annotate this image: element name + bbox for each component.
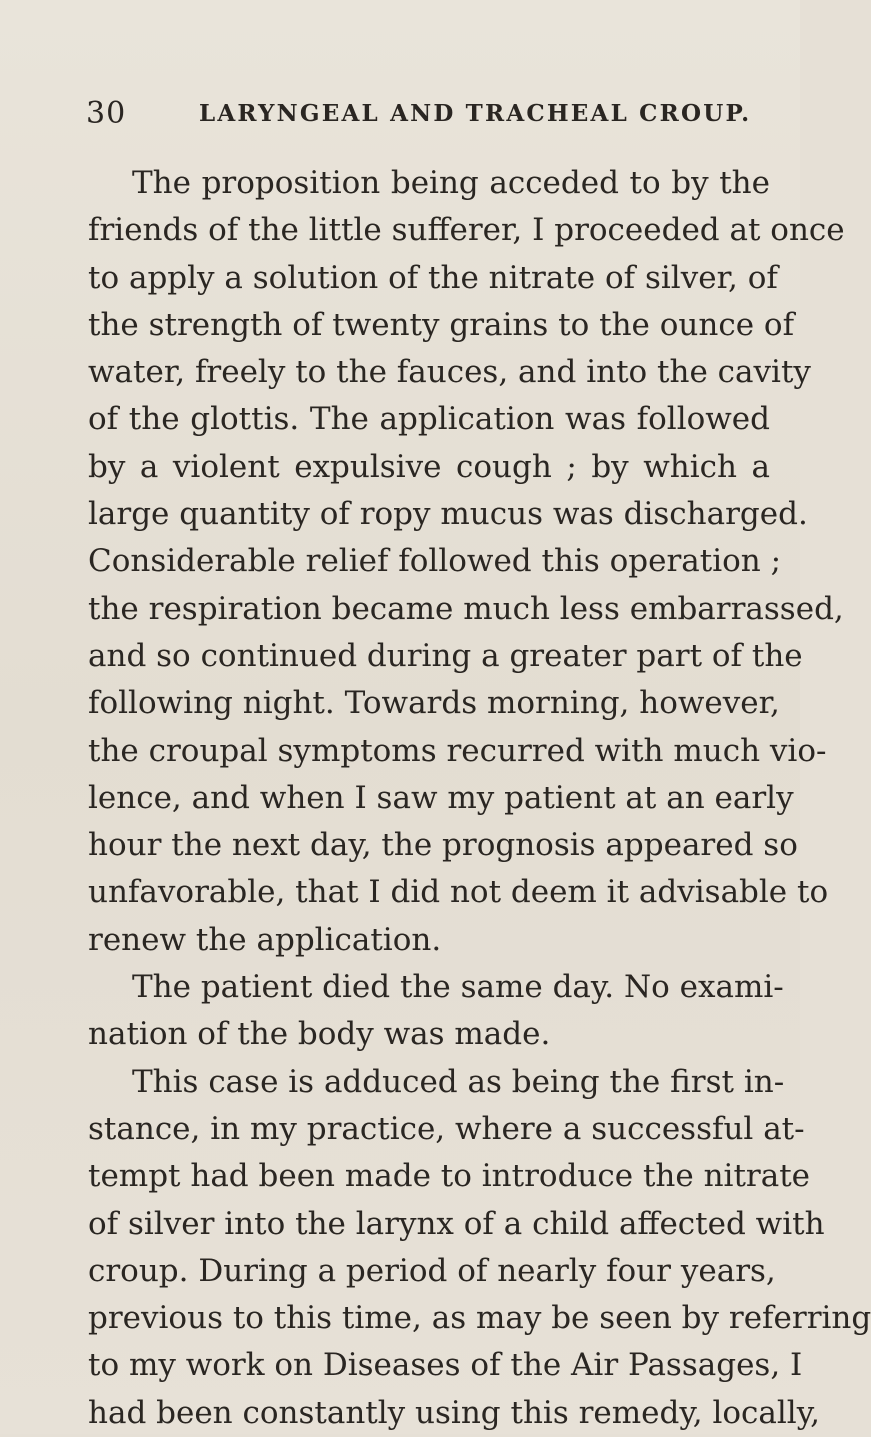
text-line: the respiration became much less embarrassed,	[88, 590, 844, 627]
page-header	[86, 96, 766, 146]
text-line: previous to this time, as may be seen by referring	[88, 1300, 871, 1337]
text-line: water, freely to the fauces, and into the cavity	[88, 354, 811, 391]
page-number: 30	[86, 96, 127, 131]
text-line: of silver into the larynx of a child affected with	[88, 1205, 825, 1242]
text-line: hour the next day, the prognosis appeared so	[88, 827, 798, 864]
text-line: renew the application.	[88, 921, 442, 958]
text-line: and so continued during a greater part of the	[88, 637, 803, 674]
text-line: stance, in my practice, where a successful at-	[88, 1110, 805, 1147]
text-line: had been constantly using this remedy, locally,	[88, 1394, 820, 1431]
text-line: following night. Towards morning, however,	[88, 685, 780, 722]
text-line: the strength of twenty grains to the ounce of	[88, 306, 795, 343]
text-line: nation of the body was made.	[88, 1016, 551, 1053]
text-line: to apply a solution of the nitrate of silver, of	[88, 259, 778, 296]
body-text	[88, 160, 871, 1437]
text-line: This case is adduced as being the first in-	[132, 1063, 785, 1100]
text-line: croup. During a period of nearly four years,	[88, 1252, 776, 1289]
text-line: the croupal symptoms recurred with much vio-	[88, 732, 827, 769]
text-line: by a violent expulsive cough ; by which a	[88, 448, 770, 485]
text-line: to my work on Diseases of the Air Passages, I	[88, 1347, 803, 1384]
text-line: large quantity of ropy mucus was discharged.	[88, 496, 808, 533]
running-title: LARYNGEAL AND TRACHEAL CROUP.	[199, 100, 752, 127]
text-line: lence, and when I saw my patient at an early	[88, 779, 794, 816]
text-line: tempt had been made to introduce the nitrate	[88, 1158, 811, 1195]
text-line: friends of the little sufferer, I proceeded at once	[88, 212, 845, 249]
text-line: The patient died the same day. No exami-	[132, 969, 784, 1006]
text-line: The proposition being acceded to by the	[132, 165, 770, 201]
text-line: of the glottis. The application was followed	[88, 401, 770, 438]
text-line: Considerable relief followed this operation ;	[88, 543, 782, 580]
text-line: unfavorable, that I did not deem it advisable to	[88, 874, 829, 911]
